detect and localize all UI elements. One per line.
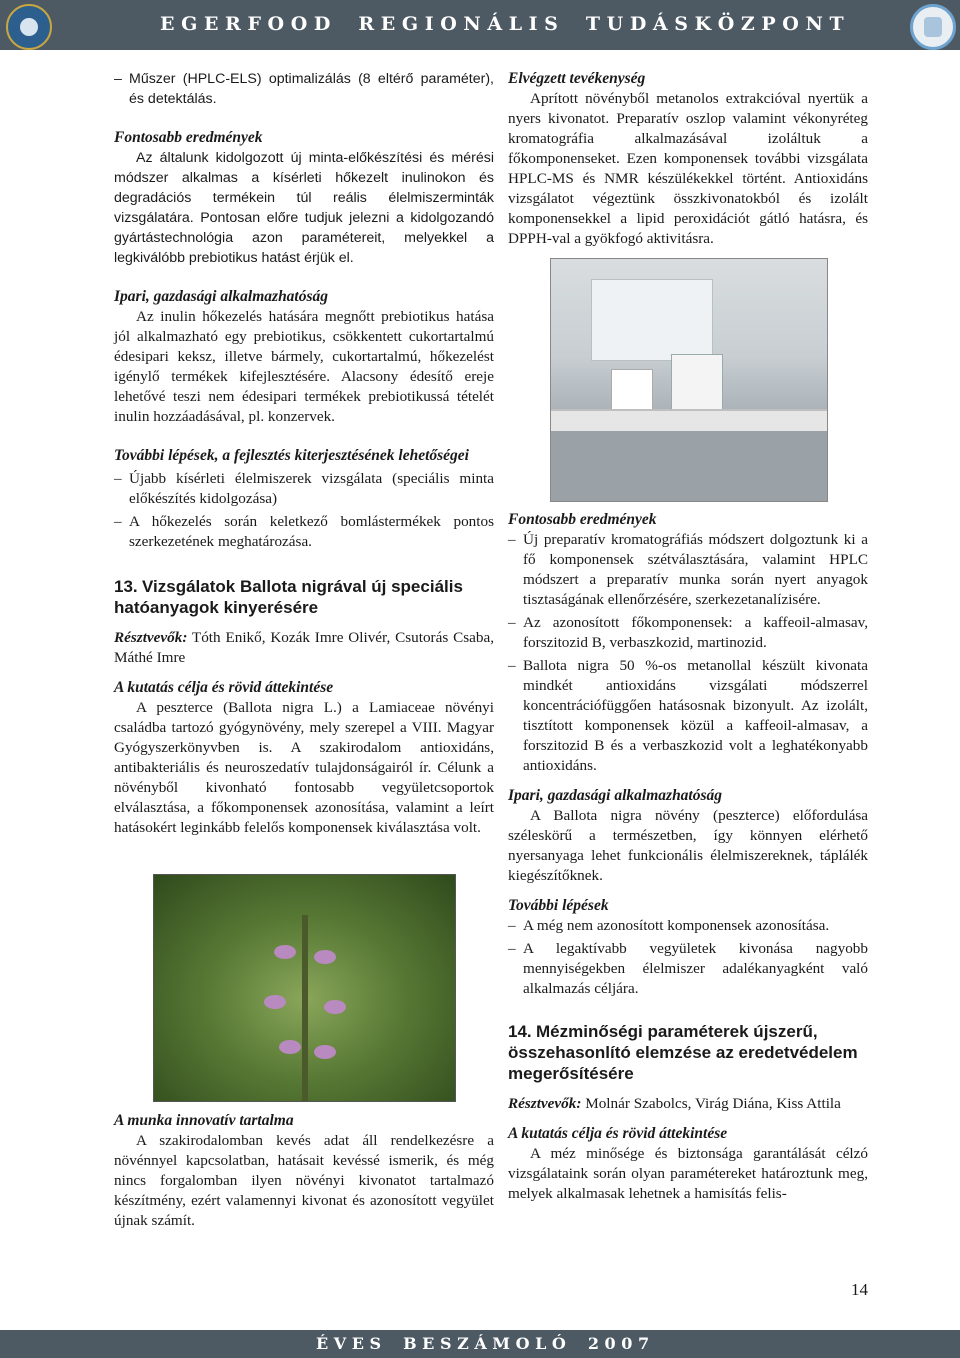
next-steps-heading: További lépések (508, 897, 609, 914)
list-item: – Új preparatív kromatográfiás módszert dolgoztunk ki a fő komponensek szétválasztására, valamint HPLC módszert a preparatív munka során nyert anyagok tisztaságának ellenőrzésére, szerkezetanalízisére. (508, 530, 868, 610)
right-column (508, 69, 868, 249)
further-steps-list (114, 469, 494, 552)
list-item: – A még nem azonosított komponensek azonosítása. (508, 916, 868, 936)
innovation-heading: A munka innovatív tartalma (114, 1112, 294, 1129)
aim-paragraph-13: A peszterce (Ballota nigra L.) a Lamiaceae növényi családba tartozó gyógynövény, mely szerepel a VIII. Magyar Gyógyszerkönyvben is. A szakirodalom antioxidáns, antibakteriális és neuroszedatív tulajdonságairól ír. Célunk a növényből kivonható fontosabb vegyületcsoportok elválasztása, a főkomponensek azonosítása, valamint a leírt hatásokért leginkább felelős komponensek kiválasztása volt. (114, 699, 494, 836)
list-item: – Műszer (HPLC-ELS) optimalizálás (8 eltérő paraméter), és detektálás. (114, 69, 494, 109)
knowledge-center-logo (910, 4, 956, 50)
left-column (114, 69, 494, 838)
done-paragraph: Aprított növényből metanolos extrakcióval nyertük a nyers kivonatot. Preparatív oszlop valamint vékonyréteg kromatográfia alkalmazásával izoláltuk a főkomponenseket. Ezen komponensek további vizsgálata HPLC-MS és NMR készülékekkel történt. Antioxidáns vizsgálatot végeztünk összkivonatokból és izolált komponensekkel a lipid peroxidációt gátló hatásra, és DPPH-val a gyökfogó aktivitásra. (508, 90, 868, 247)
ballota-nigra-photo (153, 874, 456, 1102)
list-item: – A hőkezelés során keletkező bomlástermékek pontos szerkezetének meghatározása. (114, 512, 494, 552)
list-item: – Az azonosított főkomponensek: a kaffeoil-almasav, forszitozid B, verbaszkozid, martinozid. (508, 613, 868, 653)
section-14-title: 14. Mézminőségi paraméterek újszerű, összehasonlító elemzése az eredetvédelem megerősítésére (508, 1022, 858, 1083)
results-heading: Fontosabb eredmények (114, 129, 263, 146)
participants-14: Résztvevők: Molnár Szabolcs, Virág Diána, Kiss Attila (508, 1095, 841, 1112)
results-list-right (508, 530, 868, 776)
list-item: – A legaktívabb vegyületek kivonása nagyobb mennyiségekben élelmiszer adalékanyagként való alkalmazás céljára. (508, 939, 868, 999)
laboratory-photo (550, 258, 828, 502)
method-list (114, 69, 494, 109)
university-seal-logo (6, 4, 52, 50)
header-title: E G E R F O O D R E G I O N Á L I S T U D Á S K Ö Z P O N T (160, 13, 844, 35)
section-13-title: 13. Vizsgálatok Ballota nigrával új speciális hatóanyagok kinyerésére (114, 577, 463, 617)
innovation-paragraph: A szakirodalomban kevés adat áll rendelkezésre a növénnyel kapcsolatban, hatásait kevéssé ismerik, és még nincs forgalomban ilyen növényi kivonatot tartalmazó készítmény, ezért valamennyi kivonat és azonosított vegyület újnak számít. (114, 1132, 494, 1229)
next-steps-list (508, 916, 868, 999)
results-heading-right: Fontosabb eredmények (508, 511, 657, 528)
list-item: – Újabb kísérleti élelmiszerek vizsgálata (speciális minta előkészítés kidolgozása) (114, 469, 494, 509)
list-item: – Ballota nigra 50 %-os metanollal készült kivonata mindkét antioxidáns vizsgálati módszerrel koncentrációfüggően hatásosnak bizonyult. Az izolált, tisztított komponensek közül a kaffeoil-almasav, a forszitozid B és a verbaszkozid volt a leghatékonyabb antioxidáns. (508, 656, 868, 776)
industry-paragraph: Az inulin hőkezelés hatására megnőtt prebiotikus hatása jól alkalmazható egy prebiotikus, csökkentett cukortartalmú édesipari keksz, illetve bármely, cukortartalmú, hőkezelést igénylő termékek kifejlesztésére. Alacsony édesítő ereje lehetővé teszi nem édesipari termékek prebiotikussá tételét inulin hozzáadásával, pl. konzervek. (114, 308, 494, 425)
innovation-block (114, 1111, 494, 1231)
results-paragraph: Az általunk kidolgozott új minta-előkészítési és mérési módszer alkalmas a kísérleti hőkezelt inulinokon és degradációs termékein túl reális élelmiszerminták vizsgálatára. Pontosan előre tudjuk jelezni a kidolgozandó gyártástechnológia azon paramétereit, melyekkel a legkiválóbb prebiotikus hatást érjük el. (114, 150, 494, 266)
further-steps-heading: További lépések, a fejlesztés kiterjesztésének lehetőségei (114, 447, 469, 464)
industry-heading: Ipari, gazdasági alkalmazhatóság (114, 288, 329, 305)
page-footer (0, 1330, 960, 1358)
done-heading: Elvégzett tevékenység (508, 70, 646, 87)
right-results-block (508, 510, 868, 1204)
page-number: 14 (851, 1280, 868, 1299)
industry-paragraph-right: A Ballota nigra növény (peszterce) előfordulása széleskörű a természetben, így könnyen elérhető nyersanyaga lehet funkcionális élelmiszereknek, táplálék kiegészítőknek. (508, 807, 868, 884)
page-header (0, 0, 960, 50)
aim-paragraph-14: A méz minősége és biztonsága garantálását célzó vizsgálataink során olyan paramétereket határoztunk meg, melyek alkalmasak lehetnek a hamisítás felis- (508, 1145, 868, 1202)
footer-title: É V E S B E S Z Á M O L Ó 2 0 0 7 (316, 1334, 650, 1353)
aim-heading-13: A kutatás célja és rövid áttekintése (114, 679, 334, 696)
participants-13: Résztvevők: Tóth Enikő, Kozák Imre Olivér, Csutorás Csaba, Máthé Imre (114, 629, 494, 666)
aim-heading-14: A kutatás célja és rövid áttekintése (508, 1125, 728, 1142)
industry-heading-right: Ipari, gazdasági alkalmazhatóság (508, 787, 723, 804)
